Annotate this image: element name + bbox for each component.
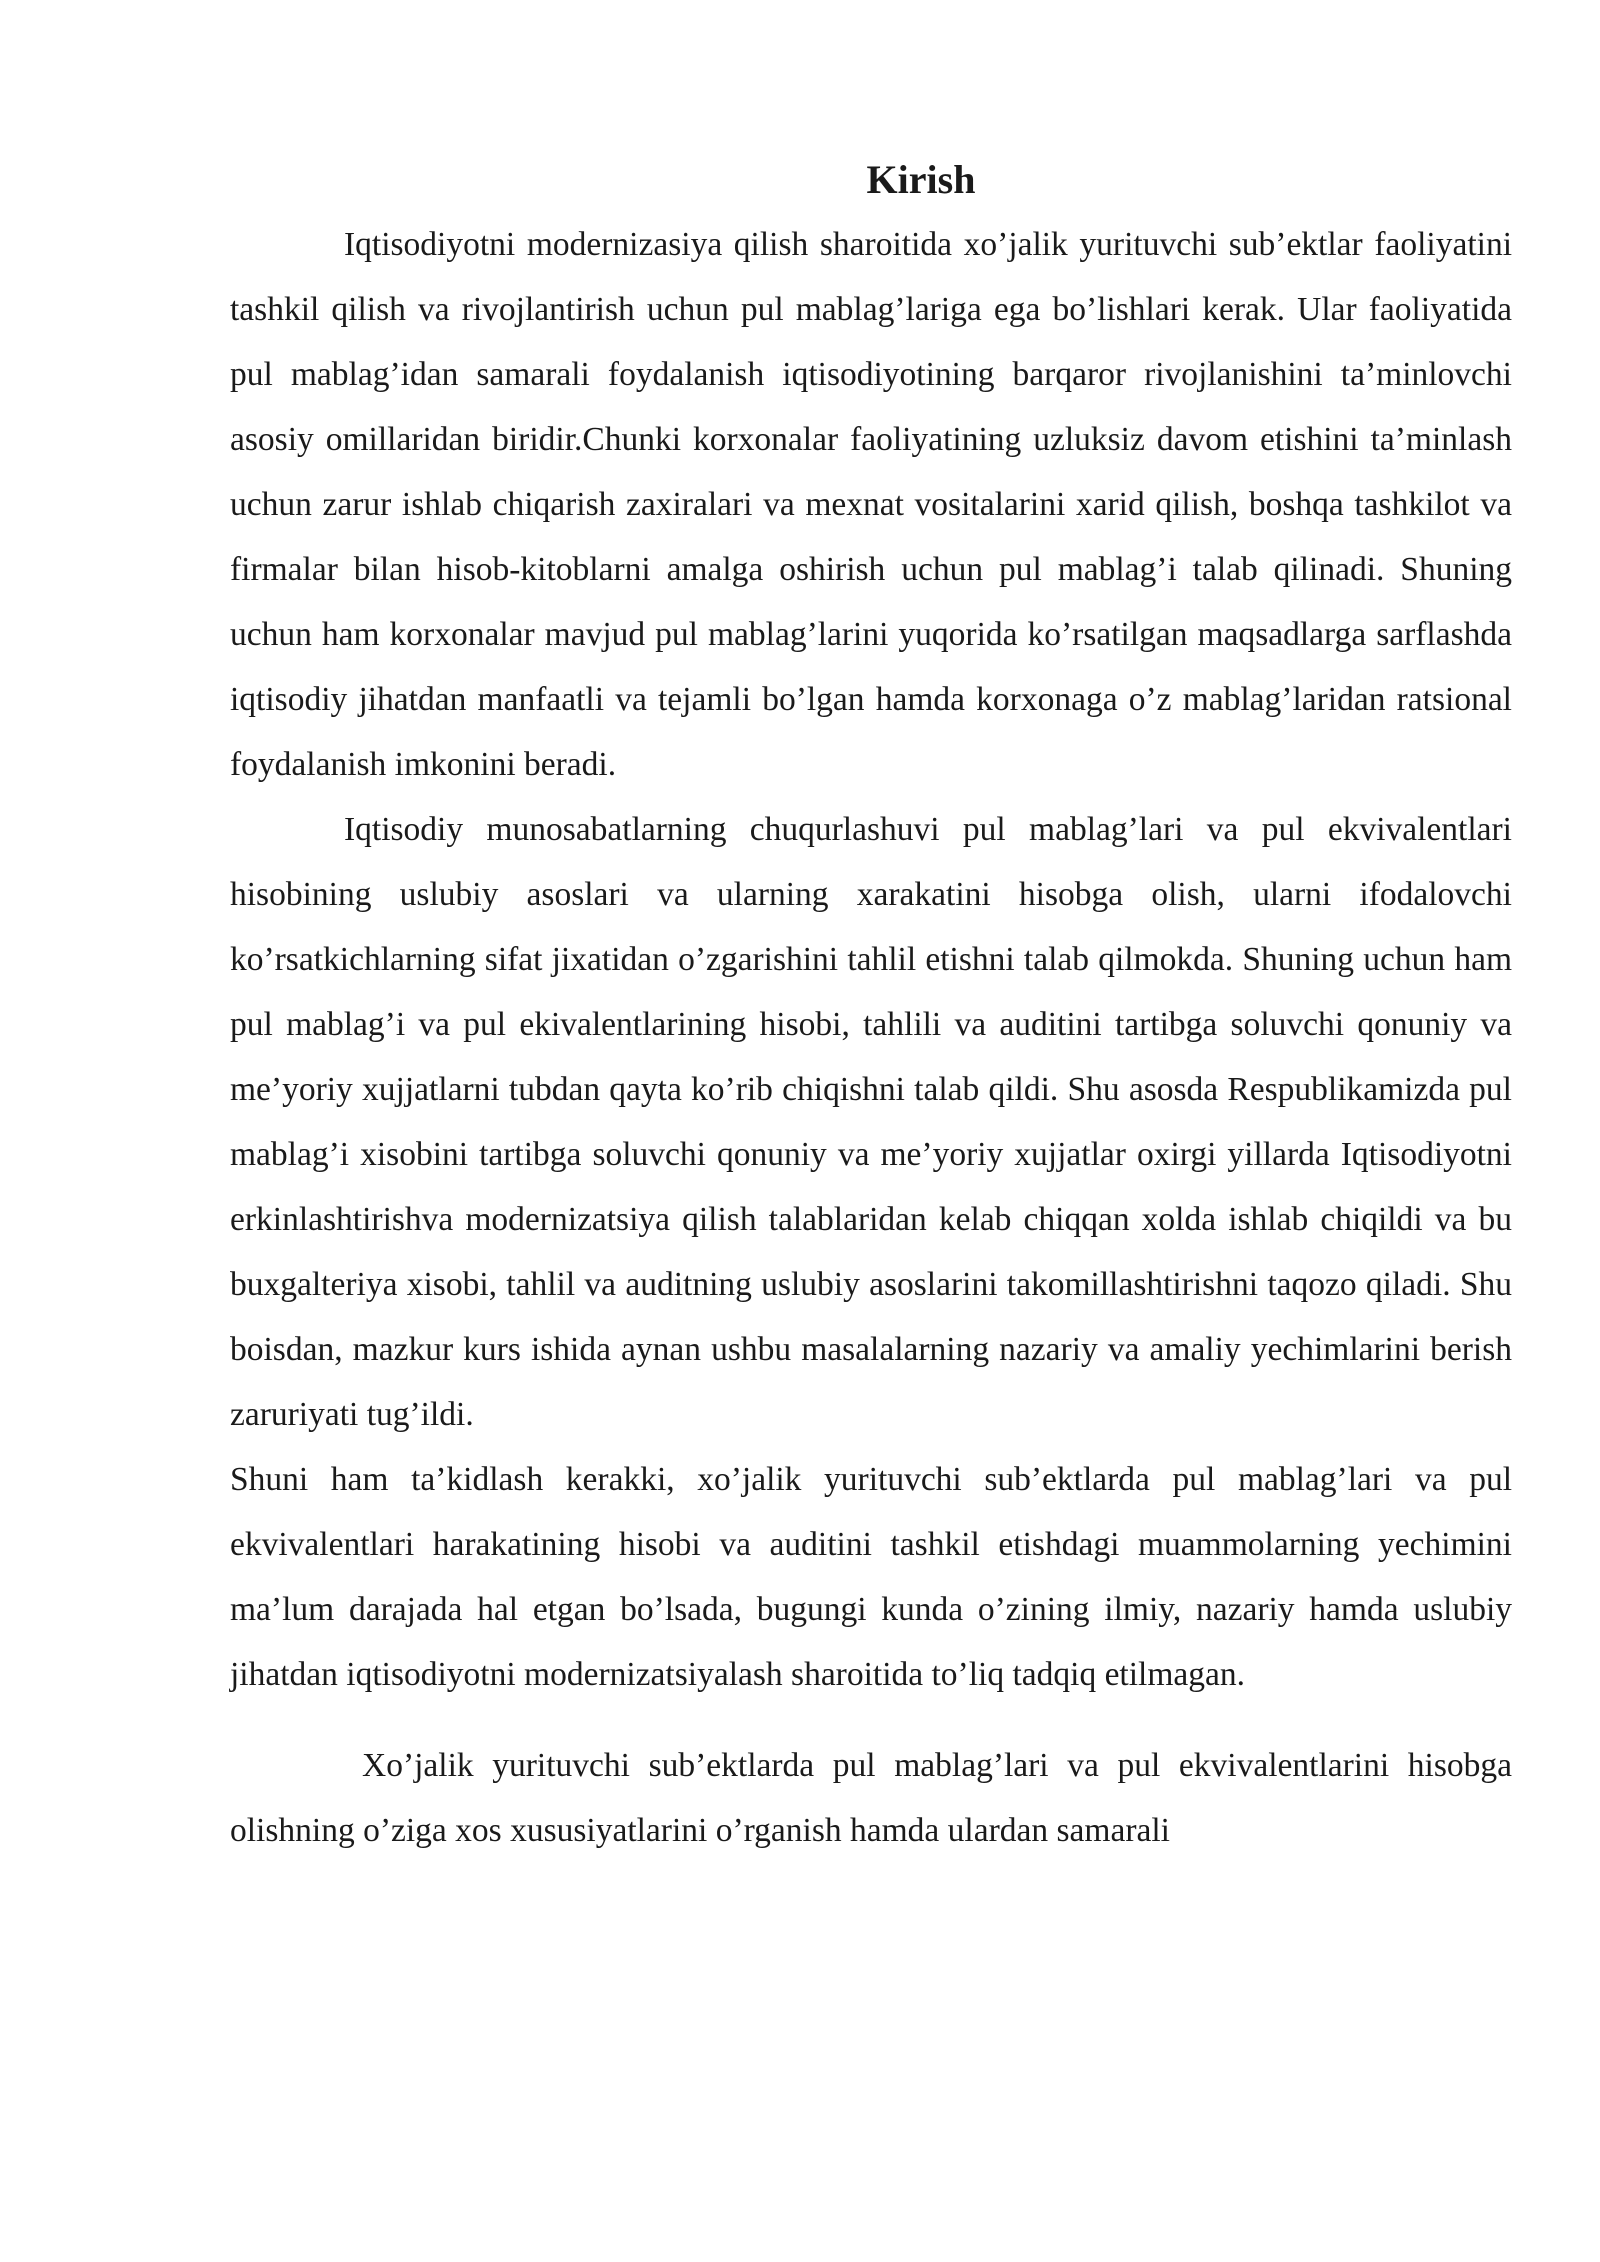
paragraph-1: Iqtisodiyotni modernizasiya qilish sharoitida xo’jalik yurituvchi sub’ektlar faoliyatini tashkil qilish va rivojlantirish uchun pul mablag’lariga ega bo’lishlari kerak. Ular faoliyatida pul mablag’idan samarali foydalanish iqtisodiyotining barqaror rivojlanishini ta’minlovchi asosiy omillaridan biridir.Chunki korxonalar faoliyatining uzluksiz davom etishini ta’minlash uchun zarur ishlab chiqarish zaxiralari va mexnat vositalarini xarid qilish, boshqa tashkilot va firmalar bilan hisob-kitoblarni amalga oshirish uchun pul mablag’i talab qilinadi. Shuning uchun ham korxonalar mavjud pul mablag’larini yuqorida ko’rsatilgan maqsadlarga sarflashda iqtisodiy jihatdan manfaatli va tejamli bo’lgan hamda korxonaga o’z mablag’laridan ratsional foydalanish imkonini beradi. [230, 226, 1512, 783]
paragraph-2: Iqtisodiy munosabatlarning chuqurlashuvi pul mablag’lari va pul ekvivalentlari hisobining uslubiy asoslari va ularning xarakatini hisobga olish, ularni ifodalovchi ko’rsatkichlarning sifat jixatidan o’zgarishini tahlil etishni talab qilmokda. Shuning uchun ham pul mablag’i va pul ekivalentlarining hisobi, tahlili va auditini tartibga soluvchi qonuniy va me’yoriy xujjatlarni tubdan qayta ko’rib chiqishni talab qildi. Shu asosda Respublikamizda pul mablag’i xisobini tartibga soluvchi qonuniy va me’yoriy xujjatlar oxirgi yillarda Iqtisodiyotni erkinlashtirishva modernizatsiya qilish talablaridan kelab chiqqan xolda ishlab chiqildi va bu buxgalteriya xisobi, tahlil va auditning uslubiy asoslarini takomillashtirishni taqozo qiladi. Shu boisdan, mazkur kurs ishida aynan ushbu masalalarning nazariy va amaliy yechimlarini berish zaruriyati tug’ildi. [230, 811, 1512, 1433]
paragraph-3: Shuni ham ta’kidlash kerakki, xo’jalik yurituvchi sub’ektlarda pul mablag’lari va pul ekvivalentlari harakatining hisobi va auditini tashkil etishdagi muammolarning yechimini ma’lum darajada hal etgan bo’lsada, bugungi kunda o’zining ilmiy, nazariy hamda uslubiy jihatdan iqtisodiyotni modernizatsiyalash sharoitida to’liq tadqiq etilmagan. [230, 1461, 1512, 1693]
document-title: Kirish [866, 157, 976, 202]
document-page [230, 150, 1512, 1863]
paragraph-4: Xo’jalik yurituvchi sub’ektlarda pul mablag’lari va pul ekvivalentlarini hisobga olishning o’ziga xos xususiyatlarini o’rganish hamda ulardan samarali [230, 1747, 1512, 1849]
